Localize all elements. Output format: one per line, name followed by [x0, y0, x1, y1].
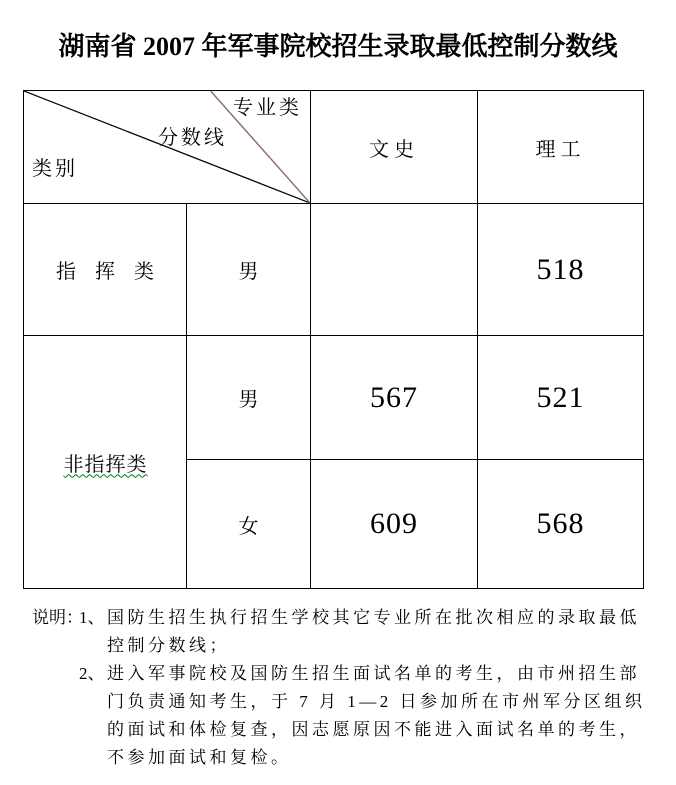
note-item-1 — [32, 604, 646, 660]
score-noncommand-female-ligong: 568 — [478, 460, 644, 589]
table-row-noncommand-male — [24, 336, 644, 460]
gender-cell-command-male: 男 — [187, 204, 311, 336]
category-cell-noncommand — [24, 336, 187, 589]
column-header-ligong: 理工 — [478, 91, 644, 204]
category-label-noncommand: 非指挥类 — [63, 453, 148, 476]
note-number-2: 2、 — [79, 664, 105, 683]
diagonal-label-score-line: 分数线 — [158, 127, 227, 149]
diagonal-label-specialty-type: 专业类 — [233, 97, 302, 119]
gender-cell-noncommand-female: 女 — [187, 460, 311, 589]
category-label-command: 指挥类 — [56, 261, 173, 283]
score-command-male-ligong: 518 — [478, 204, 644, 336]
page-title: 湖南省 2007 年军事院校招生录取最低控制分数线 — [58, 32, 618, 61]
notes-label: 说明： — [32, 608, 83, 627]
note-line: 进入军事院校及国防生招生面试名单的考生，由市州招生部 — [107, 664, 640, 683]
table-row-command — [24, 204, 644, 336]
column-header-wenshi: 文史 — [311, 91, 478, 204]
score-command-male-wenshi — [311, 204, 478, 336]
note-line: 国防生招生执行招生学校其它专业所在批次相应的录取最低 — [107, 608, 640, 627]
note-text-1 — [107, 604, 640, 660]
note-text-2 — [107, 660, 646, 772]
notes-section — [32, 604, 646, 772]
table-header-row — [24, 91, 644, 204]
note-number-1: 1、 — [79, 608, 105, 627]
category-cell-command — [24, 204, 187, 336]
note-line: 控制分数线； — [107, 636, 230, 655]
score-noncommand-male-wenshi: 567 — [311, 336, 478, 460]
diagonal-label-category: 类别 — [32, 158, 78, 180]
note-item-2 — [32, 660, 646, 772]
note-line: 的面试和体检复查，因志愿原因不能进入面试名单的考生， — [107, 720, 640, 739]
score-table — [23, 90, 644, 589]
score-noncommand-male-ligong: 521 — [478, 336, 644, 460]
diagonal-header-cell — [24, 91, 311, 204]
note-line: 门负责通知考生，于 7 月 1—2 日参加所在市州军分区组织 — [107, 692, 646, 711]
gender-cell-noncommand-male: 男 — [187, 336, 311, 460]
score-table-body — [24, 91, 644, 589]
note-line: 不参加面试和复检。 — [107, 748, 292, 767]
score-noncommand-female-wenshi: 609 — [311, 460, 478, 589]
